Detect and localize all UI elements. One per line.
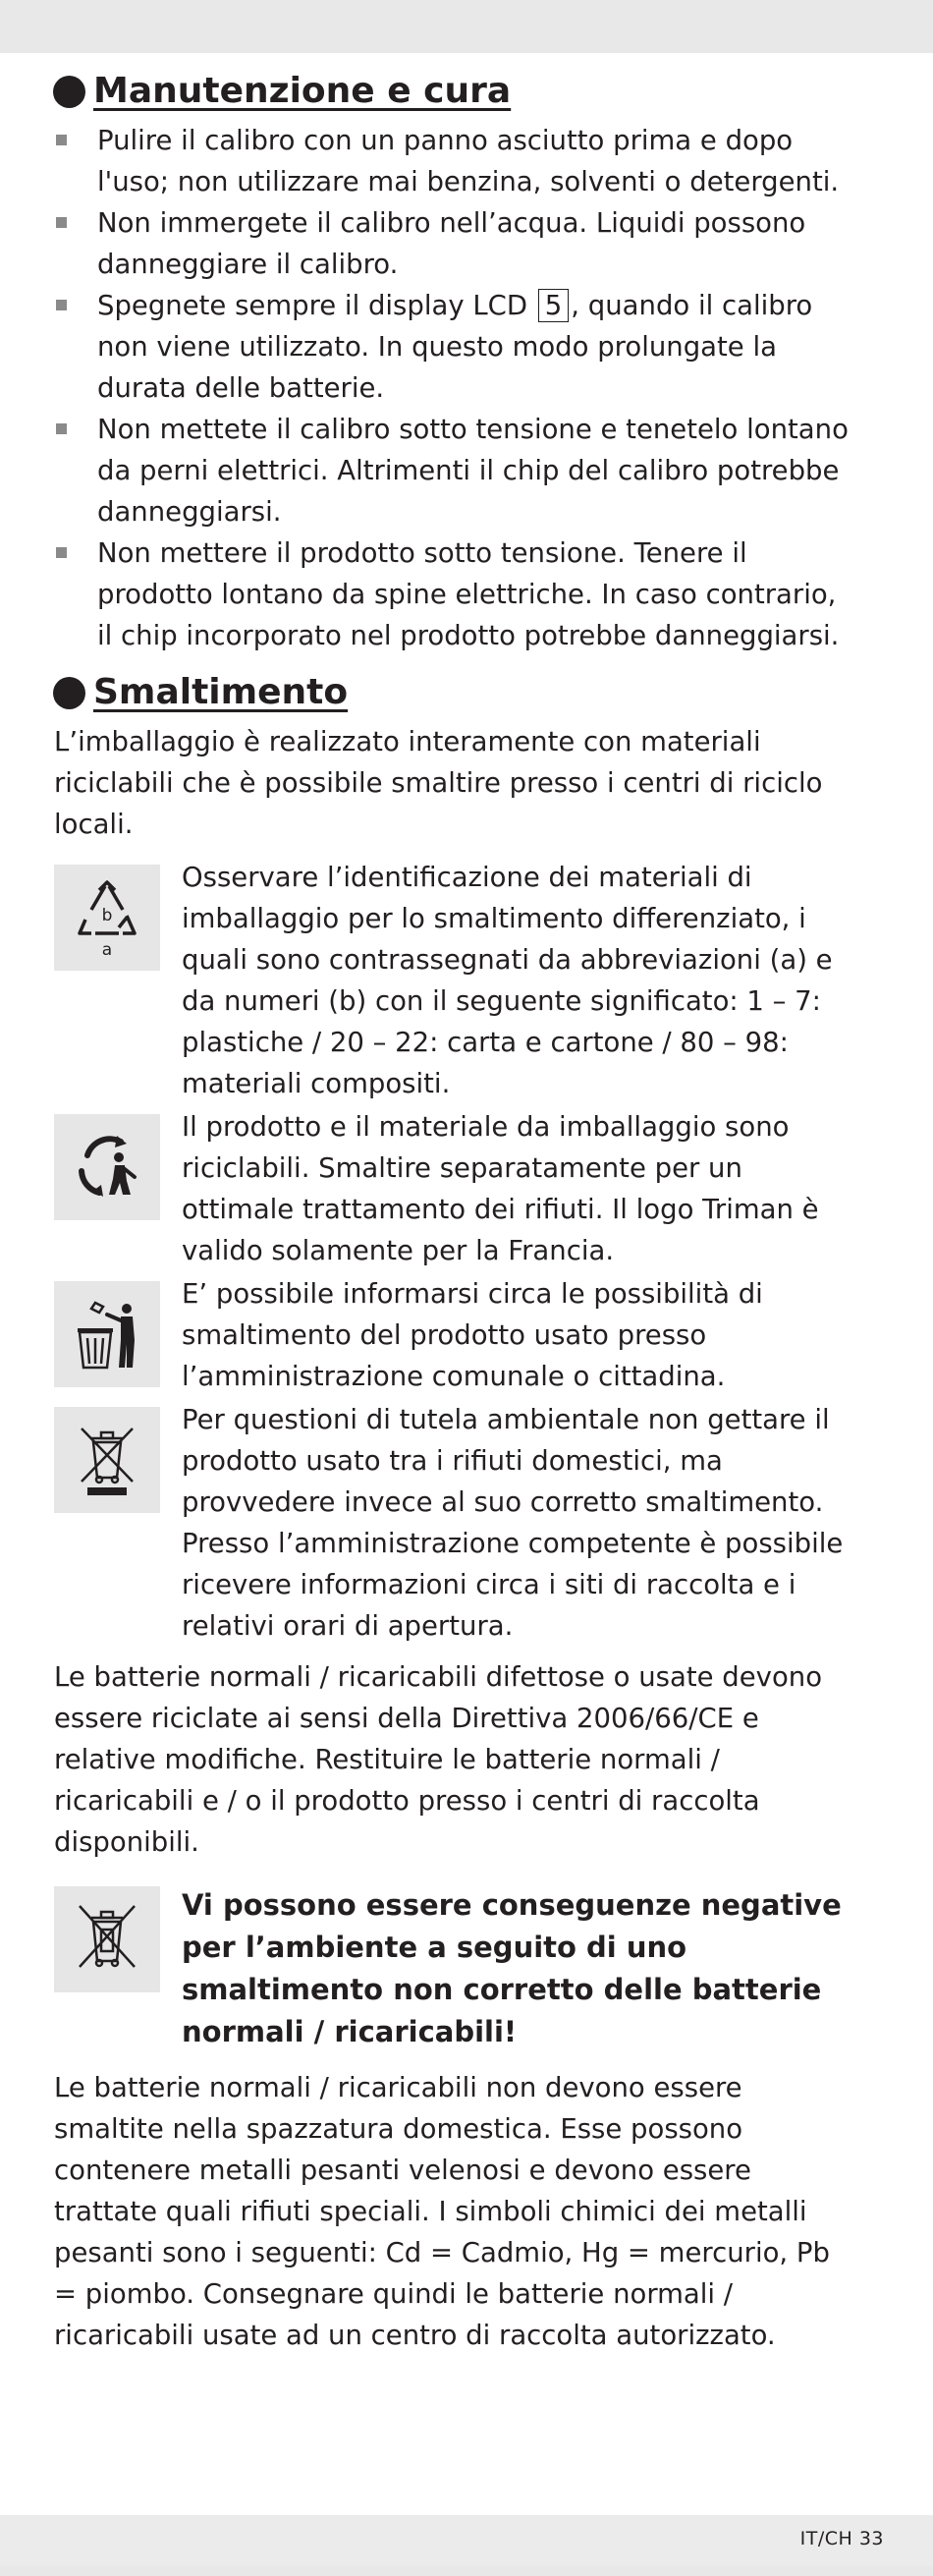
- section-heading-maintenance: [53, 67, 859, 116]
- battery-warning-text: Vi possono essere conseguenze negative per l’ambiente a seguito di uno smaltimento non corretto delle batterie normali / ricaricabili!: [182, 1888, 842, 2048]
- recycling-code-b: b: [101, 906, 113, 925]
- disposal-info-row: [54, 1273, 859, 1397]
- list-item: [54, 285, 859, 409]
- disposal-info-text: E’ possibile informarsi circa le possibilità di smaltimento del prodotto usato presso l’amministrazione comunale o cittadina.: [182, 1278, 763, 1392]
- section-title: Manutenzione e cura: [93, 71, 512, 111]
- section-title: Smaltimento: [93, 672, 349, 712]
- bottom-margin-band: [0, 2566, 933, 2576]
- waste-bin-person-icon: [54, 1281, 160, 1387]
- batteries-paragraph: Le batterie normali / ricaricabili difettose o usate devono essere riciclate ai sensi della Direttiva 2006/66/CE e relative modifiche. Restituire le batterie normali / ricaricabili e / o il prodotto presso i centri di raccolta disponibili.: [54, 1661, 823, 1858]
- disposal-info-text: Osservare l’identificazione dei materiali di imballaggio per lo smaltimento differenziato, i quali sono contrassegnati da abbreviazioni (a) e da numeri (b) con il seguente significato: 1 – 7: plastiche / 20 – 22: carta e cartone / 80 – 98: materiali compositi.: [182, 862, 833, 1099]
- maintenance-list: [54, 120, 859, 656]
- page-content: [54, 67, 859, 2368]
- list-item-text: , quando il calibro non viene utilizzato. In questo modo prolungate la durata delle batterie.: [97, 290, 813, 404]
- heading-bullet-dot: [53, 76, 85, 108]
- list-item-text: Spegnete sempre il display LCD: [97, 290, 528, 321]
- list-item: Non mettere il prodotto sotto tensione. Tenere il prodotto lontano da spine elettriche. In caso contrario, il chip incorporato nel prodotto potrebbe danneggiarsi.: [54, 532, 859, 656]
- footer-band: [0, 2515, 933, 2566]
- triman-icon: [54, 1114, 160, 1220]
- heading-bullet-dot: [53, 677, 85, 709]
- list-item: Non immergete il calibro nell’acqua. Liquidi possono danneggiare il calibro.: [54, 202, 859, 285]
- crossed-bin-icon: [54, 1407, 160, 1513]
- recycling-code-a: a: [101, 940, 113, 959]
- batteries-final-paragraph: Le batterie normali / ricaricabili non devono essere smaltite nella spazzatura domestica. Esse possono contenere metalli pesanti velenosi e devono essere trattate quali rifiuti speciali. I simboli chimici dei metalli pesanti sono i seguenti: Cd = Cadmio, Hg = mercurio, Pb = piombo. Consegnare quindi le batterie normali / ricaricabili usate ad un centro di raccolta autorizzato.: [54, 2072, 830, 2351]
- disposal-intro: L’imballaggio è realizzato interamente con materiali riciclabili che è possibile smaltire presso i centri di riciclo locali.: [54, 726, 823, 840]
- disposal-info-text: Per questioni di tutela ambientale non gettare il prodotto usato tra i rifiuti domestici, ma provvedere invece al suo corretto smaltimento. Presso l’amministrazione competente è possibile ricevere informazioni circa i siti di raccolta e i relativi orari di apertura.: [182, 1404, 844, 1642]
- list-item: Pulire il calibro con un panno asciutto prima e dopo l'uso; non utilizzare mai benzina, solventi o detergenti.: [54, 120, 859, 202]
- disposal-info-row: [54, 1106, 859, 1271]
- recycling-code-icon: [54, 865, 160, 971]
- top-margin-band: [0, 0, 933, 53]
- disposal-info-row: [54, 1399, 859, 1647]
- disposal-info-text: Il prodotto e il materiale da imballaggio sono riciclabili. Smaltire separatamente per un ottimale trattamento dei rifiuti. Il logo Triman è valido solamente per la Francia.: [182, 1111, 819, 1266]
- battery-warning-row: [54, 1884, 859, 2053]
- part-reference-box: 5: [538, 289, 570, 322]
- disposal-info-row: [54, 857, 859, 1104]
- page-number: IT/CH 33: [799, 2528, 884, 2549]
- crossed-bin-battery-icon: [54, 1886, 160, 1992]
- list-item: Non mettete il calibro sotto tensione e tenetelo lontano da perni elettrici. Altrimenti il chip del calibro potrebbe danneggiarsi.: [54, 409, 859, 532]
- section-heading-disposal: [53, 668, 859, 717]
